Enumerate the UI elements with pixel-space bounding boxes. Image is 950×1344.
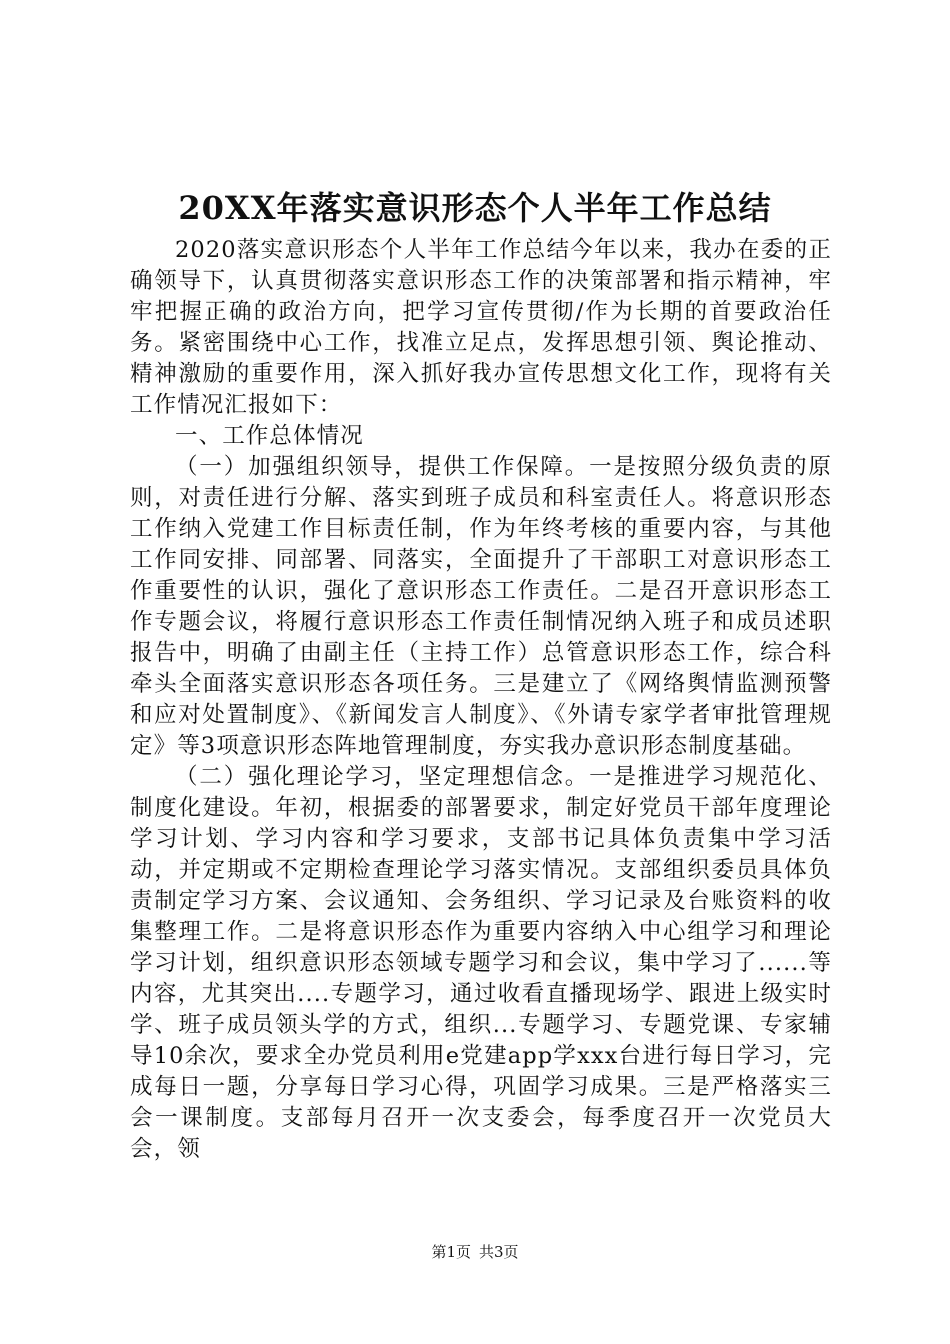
body-paragraph: （一）加强组织领导，提供工作保障。一是按照分级负责的原则，对责任进行分解、落实到班子成员和科室责任人。将意识形态工作纳入党建工作目标责任制，作为年终考核的重要内容，与其他工作同安排、同部署、同落实，全面提升了干部职工对意识形态工作重要性的认识，强化了意识形态工作责任。二是召开意识形态工作专题会议，将履行意识形态工作责任制情况纳入班子和成员述职报告中，明确了由副主任（主持工作）总管意识形态工作，综合科牵头全面落实意识形态各项任务。三是建立了《网络舆情监测预警和应对处置制度》、《新闻发言人制度》、《外请专家学者审批管理规定》等3项意识形态阵地管理制度，夯实我办意识形态制度基础。 — [130, 454, 832, 759]
body-paragraph: （二）强化理论学习，坚定理想信念。一是推进学习规范化、制度化建设。年初，根据委的部署要求，制定好党员干部年度理论学习计划、学习内容和学习要求，支部书记具体负责集中学习活动，并定期或不定期检查理论学习落实情况。支部组织委员具体负责制定学习方案、会议通知、会务组织、学习记录及台账资料的收集整理工作。二是将意识形态作为重要内容纳入中心组学习和理论学习计划，组织意识形态领域专题学习和会议，集中学习了......等内容，尤其突出....专题学习，通过收看直播现场学、跟进上级实时学、班子成员领头学的方式，组织...专题学习、专题党课、专家辅导10余次，要求全办党员利用e党建app学xxx台进行每日学习，完成每日一题，分享每日学习心得，巩固学习成果。三是严格落实三会一课制度。支部每月召开一次支委会，每季度召开一次党员大会，领 — [130, 764, 832, 1162]
section-heading: 一、工作总体情况 — [175, 423, 364, 449]
document-title: 20XX年落实意识形态个人半年工作总结 — [178, 189, 772, 227]
document-body — [130, 235, 832, 1165]
page-number: 第1页 — [431, 1243, 471, 1261]
page-footer — [0, 1242, 950, 1262]
intro-paragraph: 2020落实意识形态个人半年工作总结今年以来，我办在委的正确领导下，认真贯彻落实意识形态工作的决策部署和指示精神，牢牢把握正确的政治方向，把学习宣传贯彻/作为长期的首要政治任务。紧密围绕中心工作，找准立足点，发挥思想引领、舆论推动、精神激励的重要作用，深入抓好我办宣传思想文化工作，现将有关工作情况汇报如下： — [130, 237, 832, 418]
page-total: 共3页 — [479, 1243, 519, 1261]
